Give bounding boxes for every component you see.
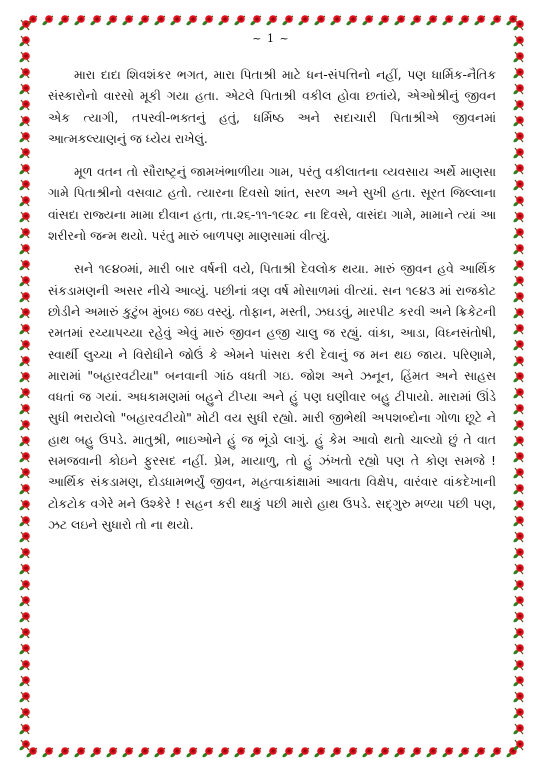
rose-border-bottom: [18, 744, 526, 758]
paragraph: મારા દાદા શિવશંકર ભગત, મારા પિતાશ્રી માટે ધન-સંપત્તિનો નહીં, પણ ધાર્મિક-નૈતિક સંસ્કારોનો વારસો મૂકી ગયા હતા. એટલે પિતાશ્રી વકીલ હોવા છતાંયે, એઓશ્રીનું જીવન એક ત્યાગી, તપસ્વી-ભક્તનું હતું, ધર્મિષ્ઠ અને સદાચારી પિતાશ્રીએ જીવનમાં આત્મકલ્યાણનું જ ધ્યેય રાખેલું.: [48, 67, 496, 146]
paragraph: સને ૧૯૪૦માં, મારી બાર વર્ષની વયે, પિતાશ્રી દેવલોક થયા. મારું જીવન હવે આર્થિક સંકડામણની અસર નીચે આવ્યું. પછીનાં ત્રણ વર્ષ મોસાળમાં વીત્યાં. સન ૧૯૪૩ માં રાજકોટ છોડીને અમારું કુટુંબ મુંબઇ જઇ વસ્યું. તોફાન, મસ્તી, ઝઘડવું, મારપીટ કરવી અને ક્રિકેટની રમતમાં રચ્યાપચ્યા રહેવું એવું મારું જીવન હજી ચાલુ જ રહ્યું. વાંકા, આડા, વિઘ્નસંતોષી, સ્વાર્થી લુચ્ચા ને વિરોધીને જોઉં કે એમને પાંસરા કરી દેવાનું જ મન થઇ જાય. પરિણામે, મારામાં "બહારવટીયા" બનવાની ગાંઠ વધતી ગઇ. જોશ અને ઝનૂન, હિંમત અને સાહસ વધતાં જ ગયાં. અધકામણમાં બહુને ટીપ્યા અને હું પણ ઘણીવાર બહુ ટીપાયો. મારામાં ઊંડે સુધી ભરાયેલો "બહારવટીયો" મોટી વય સુધી રહ્યો. મારી જીભેથી અપશબ્દોના ગોળા છૂટે ને હાથ બહુ ઉપડે. માતુશ્રી, ભાઇઓને હું જ ભૂંડો લાગું. હું કેમ આવો થતો ચાલ્યો છું તે વાત સમજવાની કોઇને ફુરસદ નહીં. પ્રેમ, માયાળુ, તો હું ઝંખતો રહ્યો પણ તે કોણ સમજે ! આર્થિક સંકડામણ, દોડધામભર્યું જીવન, મહત્વાકાંક્ષામાં આવતા વિક્ષેપ, વારંવાર વાંકદેખાની ટોકટોક વગેરે મને ઉશ્કેરે ! સહન કરી થાકું પછી મારો હાથ ઉપડે. સદ્ગુરુ મળ્યા પછી પણ, ઝટ લઇને સુધારો તો ના થયો.: [48, 261, 496, 532]
page-number: ~ 1 ~: [252, 32, 290, 45]
rose-border-right: [512, 12, 526, 758]
page-body: [48, 64, 496, 547]
rose-border-left: [18, 12, 32, 758]
paragraph: મૂળ વતન તો સૌરાષ્ટ્રનું જામખંભાળીયા ગામ, પરંતુ વકીલાતના વ્યવસાય અર્થે માણસા ગામે પિતાશ્રીનો વસવાટ હતો. ત્યારના દિવસો શાંત, સરળ અને સુખી હતા. સૂરત જિલ્લાના વાંસદા રાજ્યના મામા દીવાન હતા, તા.૨૬-૧૧-૧૯૨૮ ના દિવસે, વાસંદા ગામે, મામાને ત્યાં આ શરીરનો જન્મ થયો. પરંતુ મારું બાળપણ માણસામાં વીત્યું.: [48, 164, 496, 244]
rose-border-top: [18, 12, 526, 26]
